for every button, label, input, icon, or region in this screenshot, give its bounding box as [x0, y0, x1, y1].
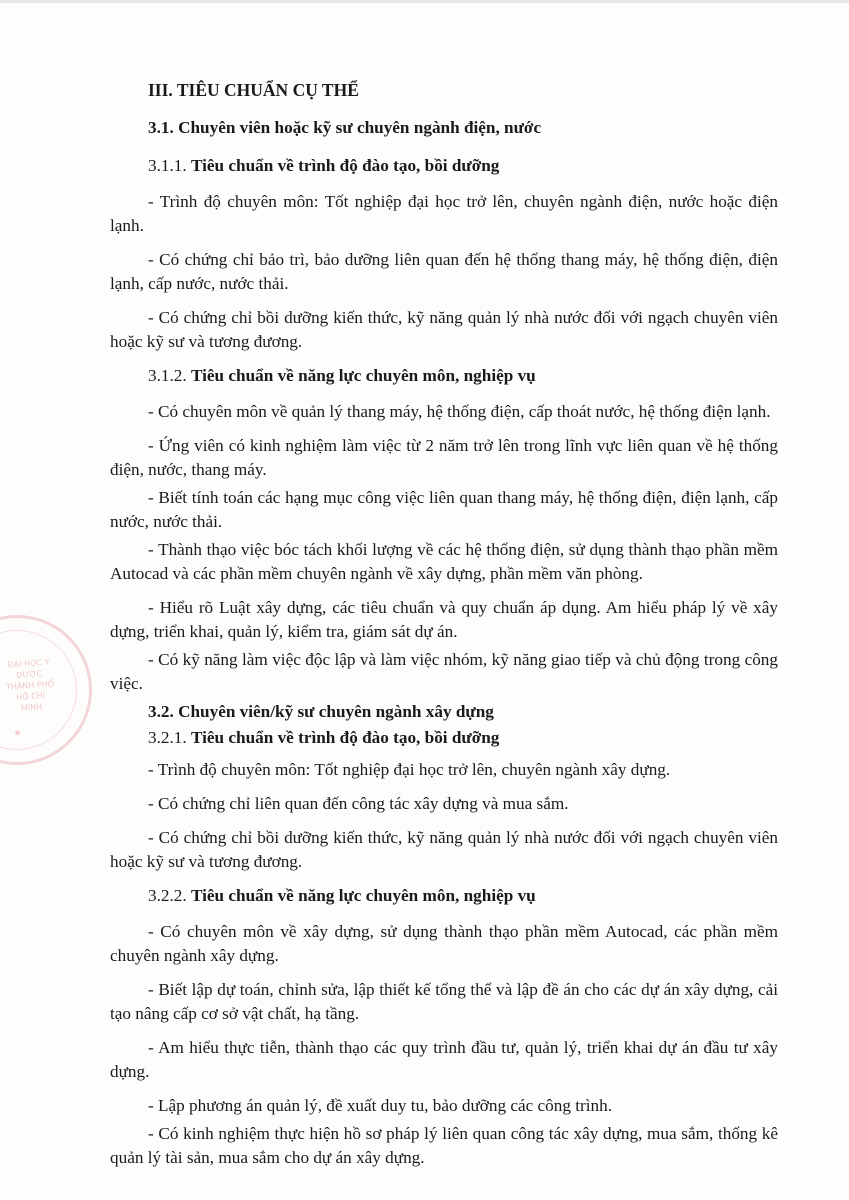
subsection-3-1-2-heading — [148, 364, 778, 388]
paragraph: - Có chứng chỉ bồi dưỡng kiến thức, kỹ năng quản lý nhà nước đối với ngạch chuyên viên hoặc kỹ sư và tương đương. — [110, 828, 778, 871]
stamp-star-icon: ★ — [13, 728, 22, 739]
subsection-title: Tiêu chuẩn về năng lực chuyên môn, nghiệp vụ — [190, 366, 536, 385]
subsection-number: 3.1.1. — [148, 156, 187, 175]
paragraph: - Có chứng chỉ liên quan đến công tác xây dựng và mua sắm. — [148, 794, 569, 813]
subsection-3-2-title: 3.2. Chuyên viên/kỹ sư chuyên ngành xây dựng — [148, 702, 494, 721]
section-title: III. TIÊU CHUẨN CỤ THỂ — [148, 80, 359, 100]
document-body — [110, 78, 778, 1180]
subsection-3-1-1-heading — [148, 154, 778, 178]
paragraph: - Lập phương án quản lý, đề xuất duy tu, bảo dưỡng các công trình. — [148, 1096, 612, 1115]
paragraph: - Có kỹ năng làm việc độc lập và làm việc nhóm, kỹ năng giao tiếp và chủ động trong công việc. — [110, 650, 778, 693]
paragraph: - Có kinh nghiệm thực hiện hồ sơ pháp lý liên quan công tác xây dựng, mua sắm, thống kê quản lý tài sản, mua sắm cho dự án xây dựng. — [110, 1124, 778, 1167]
paragraph: - Có chuyên môn về quản lý thang máy, hệ thống điện, cấp thoát nước, hệ thống điện lạnh. — [148, 402, 771, 421]
subsection-number: 3.2.1. — [148, 728, 187, 747]
paragraph: - Hiểu rõ Luật xây dựng, các tiêu chuẩn và quy chuẩn áp dụng. Am hiểu pháp lý về xây dựng, triển khai, quản lý, kiểm tra, giám sát dự án. — [110, 598, 778, 641]
paragraph: - Trình độ chuyên môn: Tốt nghiệp đại học trở lên, chuyên ngành điện, nước hoặc điện lạnh. — [110, 192, 778, 235]
subsection-number: 3.1.2. — [148, 366, 187, 385]
paragraph: - Biết lập dự toán, chỉnh sửa, lập thiết kế tổng thể và lập đề án cho các dự án xây dựng, cải tạo nâng cấp cơ sở vật chất, hạ tầng. — [110, 980, 778, 1023]
subsection-title: Tiêu chuẩn về năng lực chuyên môn, nghiệp vụ — [190, 886, 536, 905]
subsection-3-1-title: 3.1. Chuyên viên hoặc kỹ sư chuyên ngành điện, nước — [148, 118, 542, 137]
stamp-text: ĐẠI HỌC Y DƯỢC THÀNH PHỐ HỒ CHÍ MINH — [5, 657, 55, 713]
subsection-title: Tiêu chuẩn về trình độ đào tạo, bồi dưỡng — [190, 728, 500, 747]
subsection-title: Tiêu chuẩn về trình độ đào tạo, bồi dưỡng — [190, 156, 500, 175]
paragraph: - Trình độ chuyên môn: Tốt nghiệp đại học trở lên, chuyên ngành xây dựng. — [148, 760, 671, 779]
paragraph: - Thành thạo việc bóc tách khối lượng về các hệ thống điện, sử dụng thành thạo phần mềm Autocad và các phần mềm chuyên ngành về xây dựng, phần mềm văn phòng. — [110, 540, 778, 583]
paragraph: - Biết tính toán các hạng mục công việc liên quan thang máy, hệ thống điện, điện lạnh, cấp nước, nước thải. — [110, 488, 778, 531]
page-top-edge — [0, 0, 849, 3]
official-stamp — [0, 615, 92, 765]
paragraph: - Có chuyên môn về xây dựng, sử dụng thành thạo phần mềm Autocad, các phần mềm chuyên ngành xây dựng. — [110, 922, 778, 965]
paragraph: - Có chứng chỉ bồi dưỡng kiến thức, kỹ năng quản lý nhà nước đối với ngạch chuyên viên hoặc kỹ sư và tương đương. — [110, 308, 778, 351]
subsection-3-2-2-heading — [148, 884, 778, 908]
subsection-number: 3.2.2. — [148, 886, 187, 905]
paragraph: - Có chứng chỉ bảo trì, bảo dưỡng liên quan đến hệ thống thang máy, hệ thống điện, điện lạnh, cấp nước, nước thải. — [110, 250, 778, 293]
paragraph: - Am hiểu thực tiễn, thành thạo các quy trình đầu tư, quản lý, triển khai dự án đầu tư xây dựng. — [110, 1038, 778, 1081]
subsection-3-2-1-heading — [148, 726, 778, 750]
paragraph: - Ứng viên có kinh nghiệm làm việc từ 2 năm trở lên trong lĩnh vực liên quan về hệ thống điện, nước, thang máy. — [110, 436, 778, 479]
